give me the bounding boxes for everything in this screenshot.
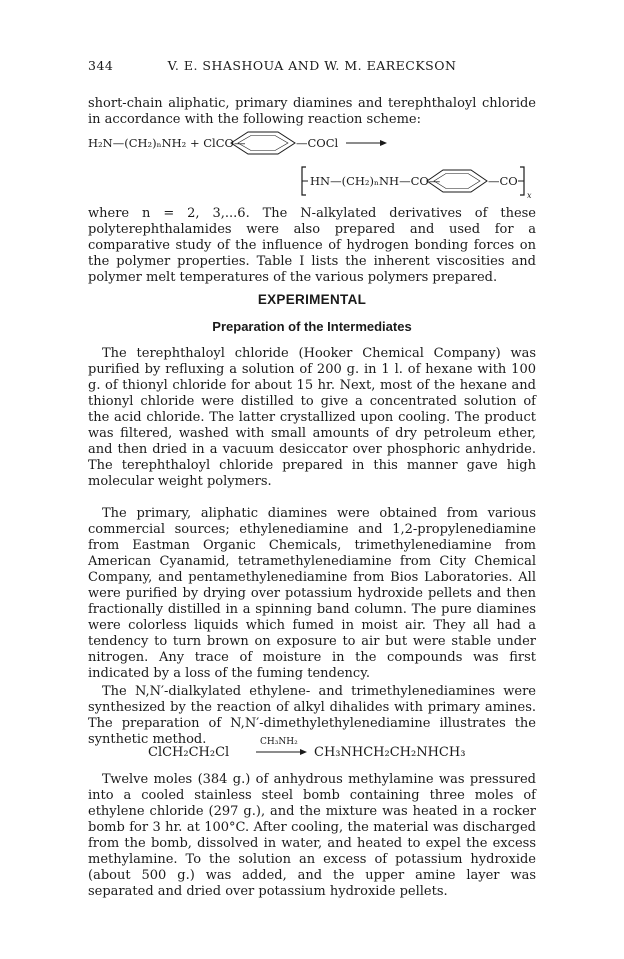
scheme-product-left: HN—(CH₂)ₙNH—CO— (310, 174, 441, 188)
paragraph-procedure: Twelve moles (384 g.) of anhydrous methylamine was pressured into a cooled stainless steel bomb containing three moles of ethylene chloride (297 g.), and the mixture was heated in a rocker bomb for 3 hr. at 100°C. After cooling, the material was discharged from the bomb, dissolved in water, and heated to expel the excess methylamine. To the solution an excess of potassium hydroxide (about 500 g.) was added, and the upper amine layer was separated and dried over potassium hydroxide pellets. (88, 772, 536, 899)
page-number: 344 (88, 58, 114, 73)
equation-left: ClCH₂CH₂Cl (148, 745, 230, 760)
scheme-repeat-subscript: x (527, 191, 532, 200)
subsection-heading: Preparation of the Intermediates (212, 319, 412, 334)
page-header (88, 58, 536, 76)
synthesis-equation (88, 732, 536, 764)
intro-paragraph: short-chain aliphatic, primary diamines and terephthaloyl chloride in accordance with the following reaction scheme: (88, 96, 536, 127)
reaction-scheme-drawing (88, 128, 536, 200)
synthesis-equation-drawing (88, 732, 536, 764)
equation-arrow-icon (256, 749, 307, 755)
bracket-right-icon (518, 167, 524, 195)
equation-reagent: CH₃NH₂ (260, 737, 298, 747)
bracket-left-icon (302, 167, 308, 195)
scheme-reactant-2: —COCl (296, 136, 339, 150)
running-title: V. E. SHASHOUA AND W. M. EARECKSON (167, 58, 457, 73)
paragraph-diamines: The primary, aliphatic diamines were obtained from various commercial sources; ethylenediamine and 1,2-propylenediamine from Eastman Organic Chemicals, trimethylenediamine from American Cyanamid, tetramethylenediamine from City Chemical Company, and pentamethylenediamine from Bios Laboratories. All were purified by drying over potassium hydroxide pellets and then fractionally distilled in a spinning band column. The pure diamines were colorless liquids which fumed in moist air. They all had a tendency to turn brown on exposure to air but were stable under nitrogen. Any trace of moisture in the compounds was first indicated by a loss of the fuming tendency. (88, 506, 536, 681)
scheme-reactant-1: H₂N—(CH₂)ₙNH₂ + ClCO— (88, 136, 246, 150)
paragraph-terephthaloyl: The terephthaloyl chloride (Hooker Chemical Company) was purified by refluxing a solution of 200 g. in 1 l. of hexane with 100 g. of thionyl chloride for about 15 hr. Next, most of the hexane and thionyl chloride were distilled to give a concentrated solution of the acid chloride. The latter crystallized upon cooling. The product was filtered, washed with small amounts of dry petroleum ether, and then dried in a vacuum desiccator over phosphoric anhydride. The terephthaloyl chloride prepared in this manner gave high molecular weight polymers. (88, 346, 536, 489)
paragraph-dialkylated: The N,N′-dialkylated ethylene- and trimethylenediamines were synthesized by the reaction of alkyl dihalides with primary amines. The preparation of N,N′-dimethylethylenediamine illustrates the synthetic method. (88, 684, 536, 747)
section-heading: EXPERIMENTAL (257, 292, 367, 307)
equation-right: CH₃NHCH₂CH₂NHCH₃ (314, 745, 466, 760)
reaction-arrow-icon (346, 140, 387, 146)
reaction-scheme (88, 128, 536, 200)
paragraph-after-scheme: where n = 2, 3,...6. The N-alkylated derivatives of these polyterephthalamides were also prepared and used for a comparative study of the influence of hydrogen bonding forces on the polymer properties. Table I lists the inherent viscosities and polymer melt temperatures of the various polymers prepared. (88, 206, 536, 285)
scheme-product-right: —CO (488, 174, 518, 188)
